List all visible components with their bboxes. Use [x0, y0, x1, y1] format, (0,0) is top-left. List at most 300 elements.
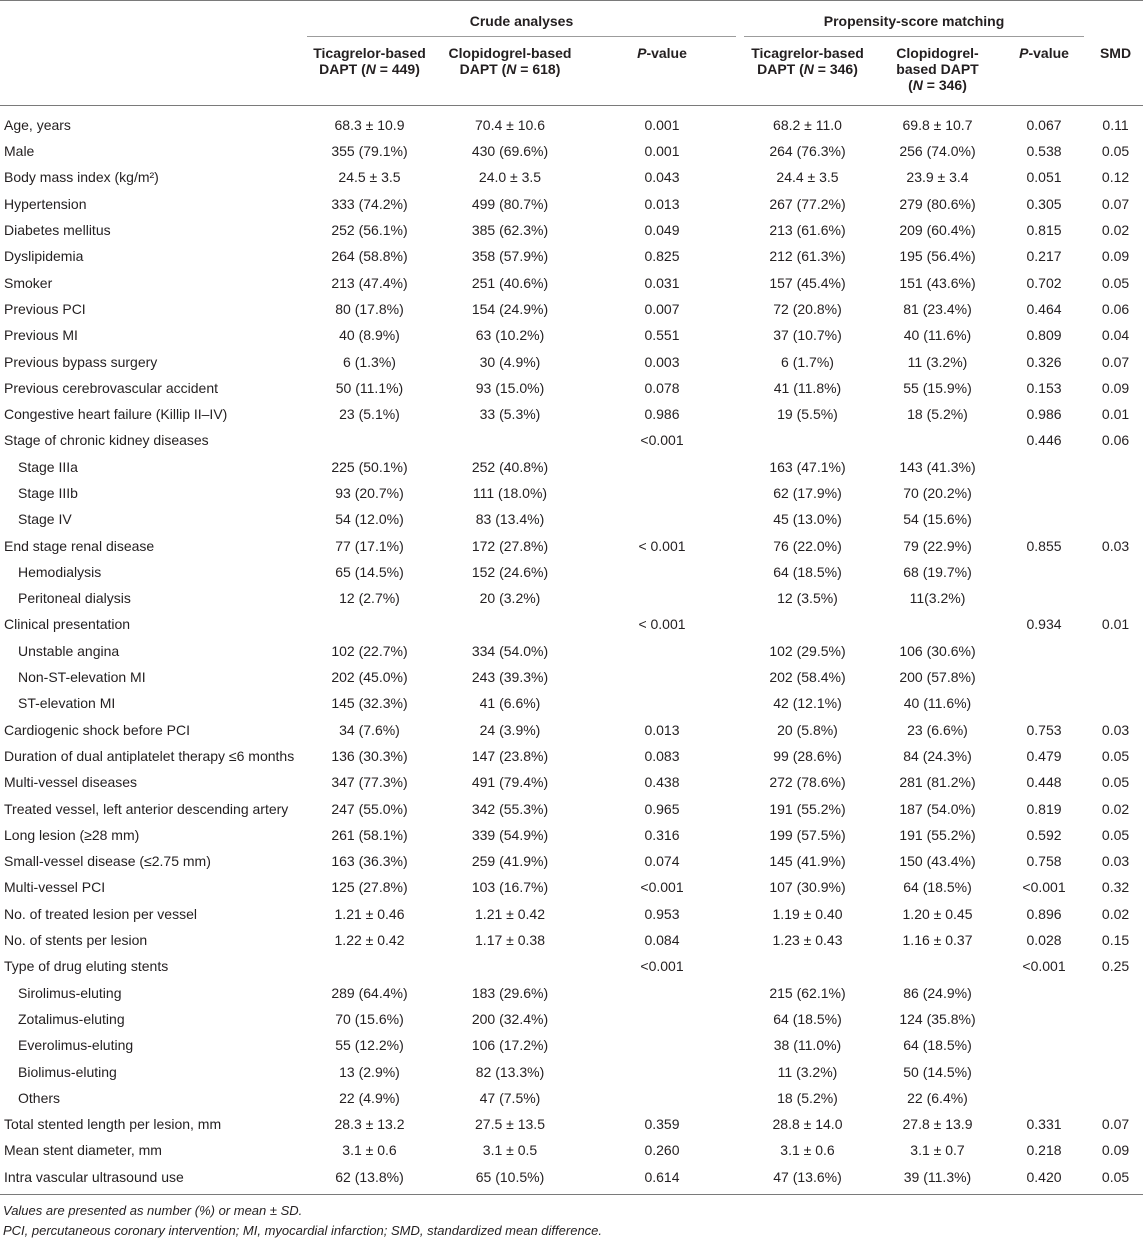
- crude-clopidogrel-cell: 106 (17.2%): [471, 1037, 549, 1054]
- crude-clopidogrel-cell: 47 (7.5%): [479, 1089, 541, 1106]
- crude-ticagrelor-cell: 34 (7.6%): [339, 721, 400, 738]
- crude-p-value-cell: 0.078: [644, 379, 680, 396]
- psm-p-value-cell: 0.217: [1026, 248, 1062, 265]
- row-label: Zotalimus-eluting: [18, 1010, 125, 1027]
- crude-ticagrelor-cell: 77 (17.1%): [335, 537, 404, 554]
- crude-clopidogrel-cell: 83 (13.4%): [475, 511, 545, 528]
- psm-ticagrelor-cell: 42 (12.1%): [773, 695, 842, 712]
- crude-p-value-cell: [584, 1058, 740, 1084]
- table-row: [0, 138, 1143, 164]
- psm-ticagrelor-cell: 202 (58.4%): [769, 669, 846, 686]
- row-label: Biolimus-eluting: [18, 1063, 117, 1080]
- smd-cell: 0.06: [1101, 432, 1130, 449]
- psm-clopidogrel-cell: 124 (35.8%): [899, 1010, 976, 1027]
- table-row: [0, 638, 1143, 664]
- psm-p-value-cell: [1000, 1006, 1088, 1032]
- crude-ticagrelor-line1: Ticagrelor-based: [313, 45, 426, 61]
- psm-clopidogrel-cell: 40 (11.6%): [903, 695, 972, 712]
- table-row: [0, 243, 1143, 269]
- crude-clopidogrel-cell: 252 (40.8%): [471, 458, 549, 475]
- row-label: Age, years: [4, 117, 71, 133]
- crude-p-value-cell: <0.001: [640, 879, 684, 896]
- psm-ticagrelor-cell: 12 (3.5%): [777, 590, 838, 607]
- blank-header-cell: [0, 1, 303, 42]
- crude-ticagrelor-cell: 55 (12.2%): [335, 1037, 404, 1054]
- row-label: Everolimus-eluting: [18, 1037, 134, 1054]
- smd-cell: [1088, 1032, 1143, 1058]
- psm-clopidogrel-cell: 70 (20.2%): [903, 485, 972, 501]
- psm-clopidogrel-cell: [875, 427, 1000, 453]
- crude-p-value-cell: [584, 454, 740, 480]
- row-label: Hypertension: [4, 195, 87, 212]
- crude-p-value-cell: [584, 980, 740, 1006]
- table-row: [0, 848, 1143, 874]
- psm-clopidogrel-cell: 55 (15.9%): [903, 379, 972, 396]
- psm-p-value-cell: 0.815: [1026, 222, 1062, 239]
- crude-clopidogrel-cell: 430 (69.6%): [471, 143, 549, 160]
- crude-p-rest: -value: [646, 45, 687, 61]
- psm-clopidogrel-cell: 143 (41.3%): [899, 458, 976, 475]
- crude-p-value-cell: 0.031: [644, 274, 680, 291]
- crude-clopidogrel-cell: 342 (55.3%): [471, 800, 549, 817]
- crude-ticagrelor-cell: 70 (15.6%): [335, 1010, 404, 1027]
- psm-clopidogrel-line1: Clopidogrel-: [896, 45, 979, 61]
- crude-ticagrelor-cell: 23 (5.1%): [339, 406, 400, 423]
- row-label: Hemodialysis: [18, 563, 102, 580]
- crude-ticagrelor-count: = 449): [375, 61, 420, 77]
- row-label: Dyslipidemia: [4, 248, 84, 265]
- psm-ticagrelor-line2: DAPT (: [757, 61, 804, 77]
- crude-ticagrelor-cell: [303, 953, 436, 979]
- psm-ticagrelor-cell: 45 (13.0%): [773, 511, 842, 528]
- crude-ticagrelor-cell: 102 (22.7%): [331, 642, 408, 659]
- psm-p-value-cell: [1000, 638, 1088, 664]
- psm-clopidogrel-cell: 84 (24.3%): [903, 747, 972, 764]
- smd-cell: 0.15: [1101, 932, 1130, 949]
- group-header-row: [0, 1, 1143, 42]
- row-label: No. of treated lesion per vessel: [4, 905, 197, 922]
- psm-group-header: [740, 1, 1088, 42]
- table-row: [0, 375, 1143, 401]
- psm-p-value-cell: [1000, 559, 1088, 585]
- crude-p-value-cell: 0.359: [644, 1116, 680, 1133]
- crude-ticagrelor-cell: 264 (58.8%): [331, 248, 408, 265]
- psm-ticagrelor-cell: 213 (61.6%): [769, 222, 846, 239]
- crude-ticagrelor-cell: 68.3 ± 10.9: [334, 117, 405, 133]
- table-row: [0, 296, 1143, 322]
- crude-p-value-cell: 0.825: [644, 248, 680, 265]
- psm-p-value-cell: 0.538: [1026, 143, 1062, 160]
- psm-clopidogrel-cell: 1.16 ± 0.37: [902, 932, 973, 949]
- psm-ticagrelor-cell: 64 (18.5%): [773, 1010, 842, 1027]
- psm-p-value-cell: [1000, 1058, 1088, 1084]
- crude-ticagrelor-cell: 6 (1.3%): [343, 353, 396, 370]
- table-row: [0, 664, 1143, 690]
- footnote-values: Values are presented as number (%) or mean ± SD.: [3, 1202, 303, 1218]
- psm-p-value-cell: 0.934: [1026, 616, 1062, 633]
- crude-p-value-cell: 0.953: [644, 905, 680, 922]
- row-label: Duration of dual antiplatelet therapy ≤6 months: [4, 747, 295, 764]
- crude-p-value-cell: 0.001: [644, 143, 680, 160]
- crude-ticagrelor-cell: 163 (36.3%): [331, 853, 408, 870]
- crude-p-value-cell: 0.084: [644, 932, 680, 949]
- crude-p-value-cell: 0.013: [644, 195, 680, 212]
- psm-ticagrelor-cell: 76 (22.0%): [773, 537, 842, 554]
- crude-p-value-cell: <0.001: [640, 958, 684, 975]
- crude-clopidogrel-cell: 1.17 ± 0.38: [475, 932, 545, 949]
- table-row: [0, 348, 1143, 374]
- psm-p-value-cell: [1000, 585, 1088, 611]
- smd-cell: 0.12: [1101, 169, 1130, 186]
- crude-clopidogrel-header: [436, 41, 584, 106]
- blank-header-cell-right: [1088, 1, 1143, 42]
- psm-clopidogrel-cell: 64 (18.5%): [903, 1037, 972, 1054]
- crude-clopidogrel-line2: DAPT (: [459, 61, 507, 77]
- psm-ticagrelor-cell: 68.2 ± 11.0: [773, 117, 842, 133]
- psm-p-value-cell: 0.331: [1026, 1116, 1062, 1133]
- psm-clopidogrel-cell: 191 (55.2%): [899, 826, 976, 843]
- row-label: Mean stent diameter, mm: [4, 1142, 162, 1159]
- crude-clopidogrel-cell: 172 (27.8%): [471, 537, 549, 554]
- psm-ticagrelor-cell: 267 (77.2%): [769, 195, 846, 212]
- psm-p-value-cell: <0.001: [1022, 958, 1066, 975]
- table-row: [0, 901, 1143, 927]
- crude-clopidogrel-n: N: [506, 61, 517, 77]
- psm-ticagrelor-cell: 19 (5.5%): [777, 406, 838, 423]
- crude-clopidogrel-cell: 3.1 ± 0.5: [482, 1142, 538, 1159]
- psm-p-value-cell: 0.326: [1026, 353, 1062, 370]
- smd-cell: [1088, 638, 1143, 664]
- crude-clopidogrel-cell: 147 (23.8%): [471, 747, 549, 764]
- row-label: Treated vessel, left anterior descending artery: [4, 800, 289, 817]
- crude-clopidogrel-cell: 200 (32.4%): [471, 1010, 549, 1027]
- crude-p-value-cell: <0.001: [640, 432, 684, 449]
- crude-p-value-cell: 0.074: [644, 853, 680, 870]
- psm-ticagrelor-cell: 157 (45.4%): [769, 274, 846, 291]
- smd-header: SMD: [1088, 41, 1143, 106]
- crude-ticagrelor-n: N: [365, 61, 376, 77]
- crude-p-value-cell: 0.007: [644, 300, 680, 317]
- smd-cell: [1088, 506, 1143, 532]
- table-row: [0, 585, 1143, 611]
- psm-p-value-cell: [1000, 506, 1088, 532]
- psm-clopidogrel-cell: 64 (18.5%): [903, 879, 972, 896]
- table-row: [0, 480, 1143, 506]
- psm-p-value-cell: [1000, 690, 1088, 716]
- psm-ticagrelor-cell: 38 (11.0%): [773, 1037, 842, 1054]
- table-row: [0, 322, 1143, 348]
- crude-clopidogrel-cell: 27.5 ± 13.5: [475, 1116, 545, 1133]
- psm-p-value-cell: 0.051: [1026, 169, 1062, 186]
- crude-p-value-cell: < 0.001: [638, 537, 686, 554]
- psm-clopidogrel-cell: 11 (3.2%): [907, 353, 968, 370]
- table-row: [0, 874, 1143, 900]
- psm-clopidogrel-cell: 69.8 ± 10.7: [902, 117, 973, 133]
- smd-cell: 0.05: [1101, 774, 1130, 791]
- psm-p-value-cell: [1000, 1085, 1088, 1111]
- psm-ticagrelor-cell: 47 (13.6%): [740, 1164, 875, 1195]
- table-row: [0, 1164, 1143, 1195]
- row-label: Congestive heart failure (Killip II–IV): [4, 406, 228, 423]
- row-label: Multi-vessel diseases: [4, 774, 138, 791]
- psm-clopidogrel-cell: [875, 953, 1000, 979]
- crude-ticagrelor-cell: 355 (79.1%): [331, 143, 408, 160]
- psm-ticagrelor-cell: 215 (62.1%): [769, 984, 846, 1001]
- table-row: [0, 743, 1143, 769]
- crude-ticagrelor-cell: 1.21 ± 0.46: [334, 905, 405, 922]
- crude-clopidogrel-count: = 618): [516, 61, 561, 77]
- row-label: Previous MI: [4, 327, 78, 344]
- table-row: [0, 769, 1143, 795]
- label-column-header: [0, 41, 303, 106]
- psm-ticagrelor-cell: 41 (11.8%): [773, 379, 842, 396]
- table-row: [0, 454, 1143, 480]
- crude-p-value-cell: 0.001: [644, 117, 680, 133]
- row-label: Total stented length per lesion, mm: [4, 1116, 222, 1133]
- psm-clopidogrel-cell: 23 (6.6%): [907, 721, 968, 738]
- crude-ticagrelor-cell: 347 (77.3%): [331, 774, 408, 791]
- crude-p-value-cell: [584, 1085, 740, 1111]
- crude-p-value-cell: < 0.001: [638, 616, 686, 633]
- smd-cell: 0.05: [1101, 826, 1130, 843]
- crude-clopidogrel-cell: 111 (18.0%): [472, 485, 548, 501]
- crude-ticagrelor-cell: 289 (64.4%): [331, 984, 408, 1001]
- table-row: [0, 1137, 1143, 1163]
- crude-clopidogrel-cell: 24 (3.9%): [479, 721, 541, 738]
- crude-clopidogrel-cell: 358 (57.9%): [471, 248, 549, 265]
- psm-clopidogrel-line2: based DAPT: [896, 61, 979, 77]
- crude-p-value-cell: [584, 559, 740, 585]
- smd-cell: 0.09: [1101, 379, 1130, 396]
- row-label: Cardiogenic shock before PCI: [4, 721, 190, 738]
- crude-clopidogrel-cell: [436, 953, 584, 979]
- smd-cell: 0.07: [1101, 1116, 1130, 1133]
- crude-p-value-cell: [584, 480, 740, 506]
- row-label: Smoker: [4, 274, 53, 291]
- smd-cell: 0.02: [1101, 800, 1130, 817]
- crude-p-value-cell: [584, 1006, 740, 1032]
- row-label: Type of drug eluting stents: [4, 958, 169, 975]
- crude-ticagrelor-cell: 65 (14.5%): [335, 563, 404, 580]
- row-label: End stage renal disease: [4, 537, 155, 554]
- psm-clopidogrel-cell: 40 (11.6%): [903, 327, 972, 344]
- crude-p-value-cell: 0.013: [644, 721, 680, 738]
- crude-clopidogrel-cell: 334 (54.0%): [471, 642, 549, 659]
- crude-group-underline: [307, 36, 736, 37]
- psm-ticagrelor-cell: 11 (3.2%): [777, 1063, 838, 1080]
- row-label: Peritoneal dialysis: [18, 590, 131, 607]
- crude-p-value-cell: 0.260: [644, 1142, 680, 1159]
- psm-clopidogrel-count: = 346): [922, 77, 967, 93]
- psm-clopidogrel-cell: 195 (56.4%): [899, 248, 976, 265]
- psm-p-value-cell: 0.305: [1026, 195, 1062, 212]
- psm-ticagrelor-cell: 102 (29.5%): [769, 642, 846, 659]
- psm-clopidogrel-cell: 106 (30.6%): [899, 642, 976, 659]
- row-label: Unstable angina: [18, 642, 120, 659]
- psm-ticagrelor-cell: 99 (28.6%): [773, 747, 842, 764]
- smd-cell: 0.07: [1101, 353, 1130, 370]
- crude-ticagrelor-cell: 145 (32.3%): [331, 695, 408, 712]
- psm-ticagrelor-cell: 1.19 ± 0.40: [772, 905, 843, 922]
- smd-cell: [1088, 559, 1143, 585]
- psm-label: Propensity-score matching: [823, 13, 1005, 29]
- psm-clopidogrel-cell: 279 (80.6%): [899, 195, 976, 212]
- smd-cell: [1088, 690, 1143, 716]
- psm-p-value-cell: 0.758: [1026, 853, 1062, 870]
- table-footnotes: [0, 1195, 1143, 1241]
- psm-ticagrelor-cell: 6 (1.7%): [781, 353, 834, 370]
- psm-clopidogrel-cell: 27.8 ± 13.9: [902, 1116, 973, 1133]
- psm-p-value-cell: 0.809: [1026, 327, 1062, 344]
- psm-ticagrelor-cell: 62 (17.9%): [773, 485, 842, 501]
- smd-cell: 0.09: [1101, 1142, 1130, 1159]
- psm-ticagrelor-cell: 24.4 ± 3.5: [776, 169, 839, 186]
- psm-p-value-cell: [1000, 1032, 1088, 1058]
- psm-ticagrelor-cell: 107 (30.9%): [769, 879, 846, 896]
- psm-ticagrelor-cell: 37 (10.7%): [773, 327, 842, 344]
- smd-cell: 0.25: [1101, 958, 1130, 975]
- crude-clopidogrel-cell: 499 (80.7%): [471, 195, 549, 212]
- crude-ticagrelor-cell: 93 (20.7%): [335, 485, 404, 501]
- smd-cell: 0.05: [1101, 143, 1130, 160]
- crude-clopidogrel-cell: 33 (5.3%): [479, 406, 541, 423]
- crude-ticagrelor-cell: 62 (13.8%): [303, 1164, 436, 1195]
- psm-ticagrelor-cell: 264 (76.3%): [769, 143, 846, 160]
- crude-clopidogrel-cell: 41 (6.6%): [479, 695, 541, 712]
- crude-ticagrelor-cell: 213 (47.4%): [331, 274, 408, 291]
- crude-p-value-cell: 0.049: [644, 222, 680, 239]
- smd-cell: 0.05: [1101, 274, 1130, 291]
- crude-p-value-cell: 0.986: [644, 406, 680, 423]
- table-header: [0, 1, 1143, 106]
- crude-clopidogrel-cell: 30 (4.9%): [479, 353, 541, 370]
- crude-ticagrelor-cell: 333 (74.2%): [331, 195, 408, 212]
- crude-ticagrelor-cell: 40 (8.9%): [339, 327, 400, 344]
- table-row: [0, 795, 1143, 821]
- psm-p-value-cell: 0.420: [1000, 1164, 1088, 1195]
- footnote-abbreviations: PCI, percutaneous coronary intervention; MI, myocardial infarction; SMD, standardized mean difference.: [3, 1222, 603, 1238]
- table-row: [0, 690, 1143, 716]
- psm-ticagrelor-cell: 18 (5.2%): [777, 1089, 838, 1106]
- psm-p-letter: P: [1019, 45, 1029, 61]
- crude-ticagrelor-cell: 1.22 ± 0.42: [334, 932, 405, 949]
- table-row: [0, 164, 1143, 190]
- psm-ticagrelor-cell: [740, 611, 875, 637]
- psm-clopidogrel-cell: 3.1 ± 0.7: [910, 1142, 965, 1159]
- smd-cell: [1088, 1085, 1143, 1111]
- crude-clopidogrel-cell: [436, 611, 584, 637]
- row-label: Non-ST-elevation MI: [18, 669, 146, 686]
- psm-ticagrelor-cell: 191 (55.2%): [769, 800, 846, 817]
- smd-cell: 0.03: [1101, 721, 1130, 738]
- psm-p-value-header: [1000, 41, 1088, 106]
- crude-p-value-cell: 0.551: [644, 327, 680, 344]
- psm-clopidogrel-paren: (: [908, 77, 913, 93]
- psm-clopidogrel-n: N: [912, 77, 923, 93]
- psm-p-value-cell: 0.753: [1026, 721, 1062, 738]
- psm-p-value-cell: 0.819: [1026, 800, 1062, 817]
- crude-p-value-header: [584, 41, 740, 106]
- psm-ticagrelor-cell: [740, 953, 875, 979]
- smd-cell: 0.02: [1101, 222, 1130, 239]
- crude-ticagrelor-cell: 136 (30.3%): [331, 747, 408, 764]
- crude-p-value-cell: 0.003: [644, 353, 680, 370]
- crude-clopidogrel-cell: [436, 427, 584, 453]
- smd-cell: [1088, 480, 1143, 506]
- table-row: [0, 1085, 1143, 1111]
- smd-cell: 0.01: [1101, 406, 1130, 423]
- psm-p-value-cell: [1000, 480, 1088, 506]
- psm-p-value-cell: 0.446: [1026, 432, 1062, 449]
- row-label: ST-elevation MI: [18, 695, 116, 712]
- psm-p-value-cell: [1000, 980, 1088, 1006]
- psm-p-rest: -value: [1028, 45, 1069, 61]
- crude-ticagrelor-cell: 54 (12.0%): [335, 511, 404, 528]
- row-label: Clinical presentation: [4, 616, 131, 633]
- psm-clopidogrel-cell: 281 (81.2%): [899, 774, 976, 791]
- psm-ticagrelor-cell: 72 (20.8%): [773, 300, 842, 317]
- smd-cell: [1088, 980, 1143, 1006]
- psm-p-value-cell: 0.218: [1026, 1142, 1062, 1159]
- psm-p-value-cell: 0.479: [1026, 747, 1062, 764]
- crude-clopidogrel-cell: 63 (10.2%): [475, 327, 545, 344]
- crude-ticagrelor-cell: 24.5 ± 3.5: [338, 169, 401, 186]
- smd-cell: [1088, 1006, 1143, 1032]
- psm-ticagrelor-cell: 199 (57.5%): [769, 826, 846, 843]
- crude-p-value-cell: [584, 1032, 740, 1058]
- row-label: Multi-vessel PCI: [4, 879, 106, 896]
- table-row: [0, 106, 1143, 139]
- smd-cell: 0.06: [1101, 300, 1130, 317]
- crude-ticagrelor-cell: 22 (4.9%): [339, 1089, 400, 1106]
- psm-clopidogrel-cell: 1.20 ± 0.45: [902, 905, 973, 922]
- table-row: [0, 980, 1143, 1006]
- psm-ticagrelor-cell: 212 (61.3%): [769, 248, 846, 265]
- table-row: [0, 822, 1143, 848]
- table-row: [0, 1058, 1143, 1084]
- psm-clopidogrel-cell: 150 (43.4%): [899, 853, 976, 870]
- psm-clopidogrel-cell: 187 (54.0%): [899, 800, 976, 817]
- row-label: Previous bypass surgery: [4, 353, 158, 370]
- crude-clopidogrel-cell: 82 (13.3%): [475, 1063, 545, 1080]
- psm-p-value-cell: 0.464: [1026, 300, 1062, 317]
- crude-ticagrelor-cell: 50 (11.1%): [335, 379, 404, 396]
- crude-ticagrelor-cell: 80 (17.8%): [335, 300, 404, 317]
- smd-cell: 0.05: [1101, 747, 1130, 764]
- psm-clopidogrel-cell: 209 (60.4%): [899, 222, 976, 239]
- psm-ticagrelor-cell: 20 (5.8%): [777, 721, 838, 738]
- psm-ticagrelor-cell: 3.1 ± 0.6: [780, 1142, 835, 1159]
- table-row: [0, 927, 1143, 953]
- row-label: Small-vessel disease (≤2.75 mm): [4, 853, 211, 870]
- psm-clopidogrel-header: [875, 41, 1000, 106]
- psm-clopidogrel-cell: 81 (23.4%): [903, 300, 972, 317]
- crude-ticagrelor-cell: 252 (56.1%): [331, 222, 408, 239]
- row-label: Sirolimus-eluting: [18, 984, 122, 1001]
- table-body: [0, 106, 1143, 1195]
- crude-clopidogrel-cell: 243 (39.3%): [471, 669, 549, 686]
- crude-ticagrelor-cell: 28.3 ± 13.2: [334, 1116, 405, 1133]
- smd-cell: 0.03: [1101, 853, 1130, 870]
- psm-clopidogrel-cell: 11(3.2%): [909, 590, 966, 607]
- psm-p-value-cell: [1000, 454, 1088, 480]
- crude-ticagrelor-line2: DAPT (: [319, 61, 366, 77]
- crude-p-value-cell: [584, 690, 740, 716]
- smd-cell: 0.32: [1101, 879, 1130, 896]
- crude-clopidogrel-cell: 154 (24.9%): [471, 300, 549, 317]
- smd-cell: 0.07: [1101, 195, 1130, 212]
- smd-cell: [1088, 454, 1143, 480]
